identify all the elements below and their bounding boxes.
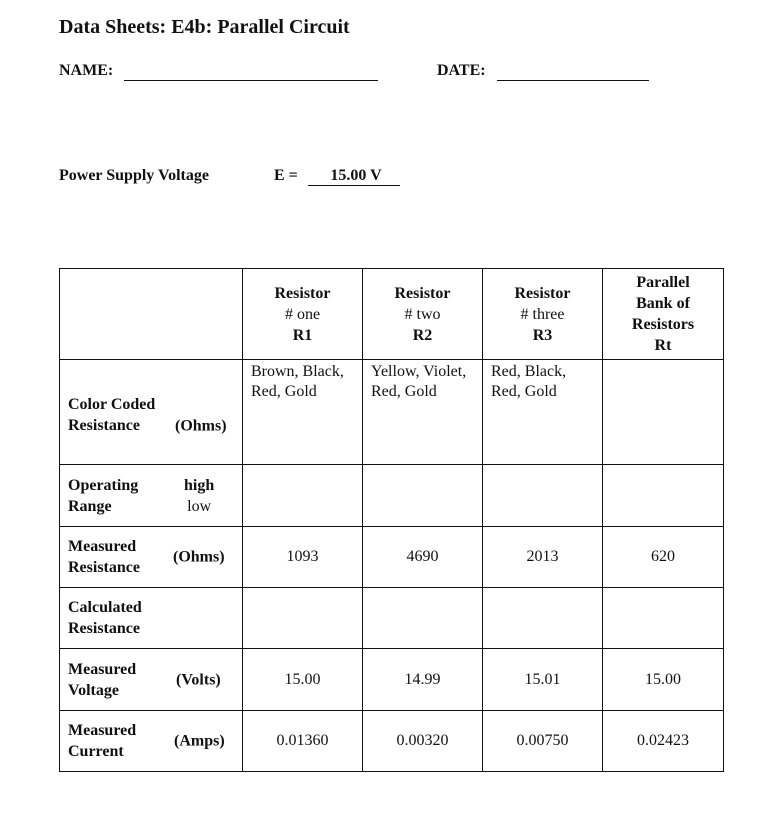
cell-r3: 2013 (483, 527, 603, 588)
row-label-cell (60, 649, 243, 711)
name-field[interactable] (124, 80, 378, 81)
cell-r2[interactable] (363, 588, 483, 649)
row-label: Color Coded Resistance (68, 396, 156, 434)
cell-r1: Brown, Black, Red, Gold (243, 360, 363, 465)
cell-r3: 0.00750 (483, 711, 603, 772)
cell-rt: 620 (603, 527, 724, 588)
supply-voltage-value: 15.00 V (330, 167, 382, 184)
date-field[interactable] (497, 80, 649, 81)
row-label-cell (60, 527, 243, 588)
cell-r3[interactable] (483, 465, 603, 527)
e-label: E = (274, 167, 298, 184)
cell-rt[interactable] (603, 360, 724, 465)
cell-r1: 15.00 (243, 649, 363, 711)
row-measured-current (60, 711, 724, 772)
cell-r1: 0.01360 (243, 711, 363, 772)
unit-label: (Ohms) (173, 548, 225, 566)
col-header-r3: Resistor # three R3 (483, 269, 603, 360)
cell-r2: 14.99 (363, 649, 483, 711)
row-label-cell (60, 711, 243, 772)
row-label-cell (60, 588, 243, 649)
cell-rt[interactable] (603, 588, 724, 649)
page-title: Data Sheets: E4b: Parallel Circuit (59, 16, 350, 38)
name-label: NAME: (59, 62, 114, 79)
header-row (60, 269, 724, 360)
row-label: Measured Voltage (68, 660, 137, 699)
supply-voltage-field[interactable] (308, 167, 400, 186)
date-label: DATE: (437, 62, 486, 79)
row-calculated-resistance (60, 588, 724, 649)
row-measured-resistance (60, 527, 724, 588)
cell-r1[interactable] (243, 465, 363, 527)
unit-label: high low (184, 476, 215, 515)
data-table (59, 268, 724, 772)
col-header-rt: Parallel Bank of Resistors Rt (603, 269, 724, 360)
unit-label: (Amps) (174, 732, 225, 750)
unit-label: (Ohms) (175, 417, 227, 435)
corner-cell (60, 269, 243, 360)
row-color-coded (60, 360, 724, 465)
cell-rt: 15.00 (603, 649, 724, 711)
cell-r3[interactable] (483, 588, 603, 649)
cell-r1: 1093 (243, 527, 363, 588)
row-label: Measured Resistance (68, 538, 140, 576)
cell-rt[interactable] (603, 465, 724, 527)
row-label-cell (60, 465, 243, 527)
unit-label: (Volts) (176, 671, 221, 688)
cell-r2: 0.00320 (363, 711, 483, 772)
cell-rt: 0.02423 (603, 711, 724, 772)
row-label-cell (60, 360, 243, 465)
row-operating-range (60, 465, 724, 527)
cell-r3: Red, Black, Red, Gold (483, 360, 603, 465)
row-label: Calculated Resistance (68, 599, 142, 637)
row-label: Measured Current (68, 722, 137, 760)
cell-r2: Yellow, Violet, Red, Gold (363, 360, 483, 465)
col-header-r2: Resistor # two R2 (363, 269, 483, 360)
power-supply-label: Power Supply Voltage (59, 167, 209, 184)
cell-r3: 15.01 (483, 649, 603, 711)
col-header-r1: Resistor # one R1 (243, 269, 363, 360)
row-measured-voltage (60, 649, 724, 711)
cell-r2: 4690 (363, 527, 483, 588)
cell-r1[interactable] (243, 588, 363, 649)
cell-r2[interactable] (363, 465, 483, 527)
row-label: Operating Range (68, 476, 139, 515)
